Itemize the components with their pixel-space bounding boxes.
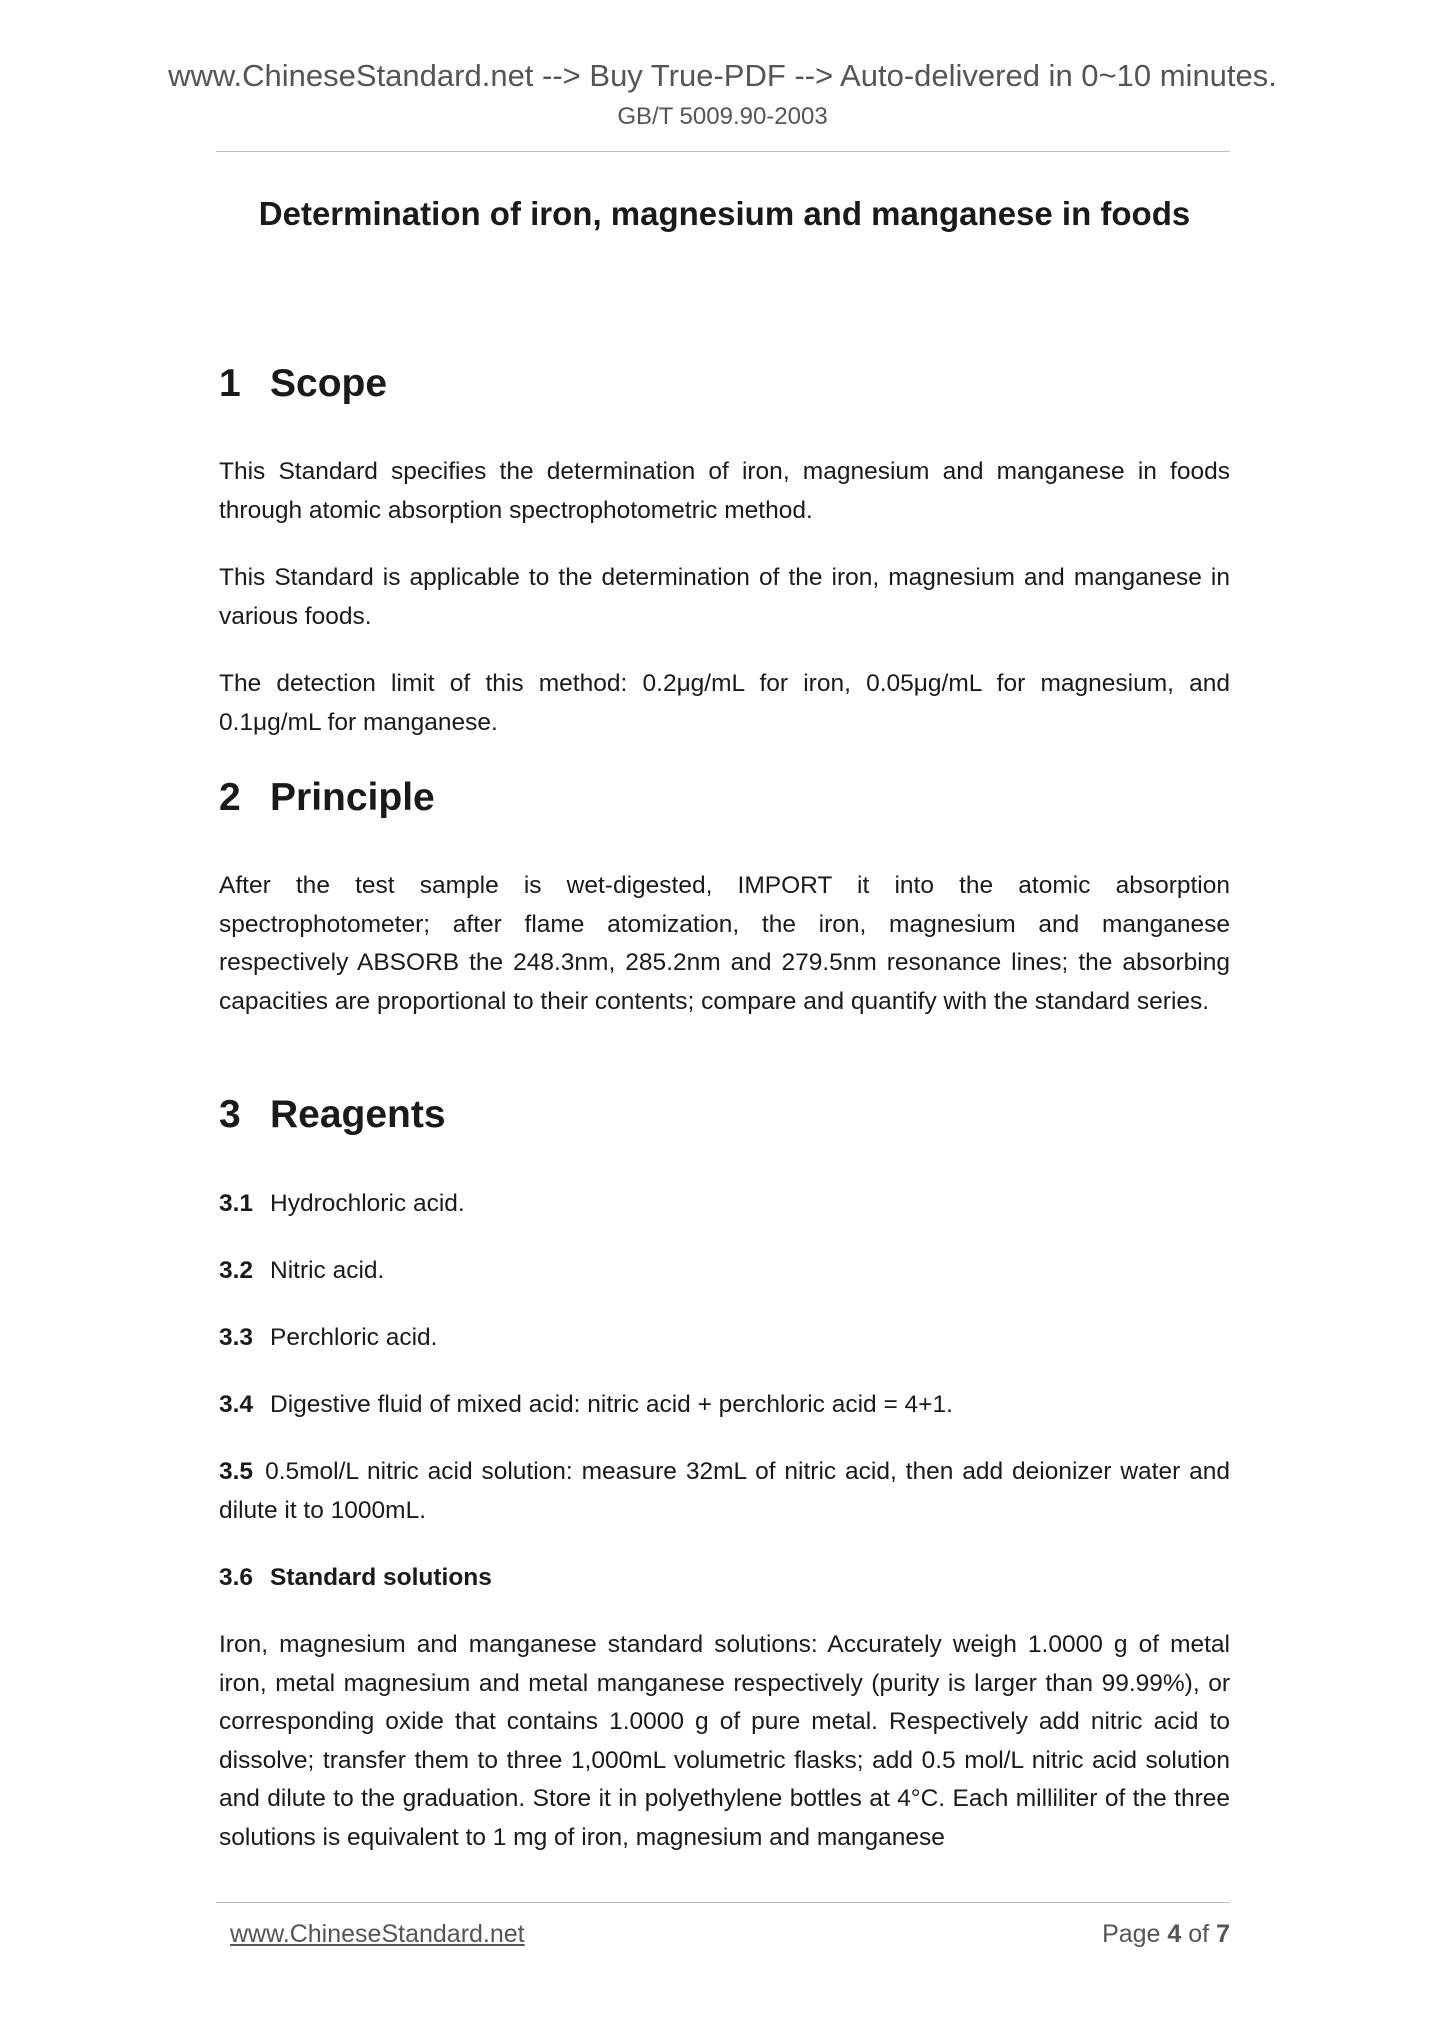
page-word: Page [1102,1920,1161,1948]
reagent-item [219,1319,1230,1358]
reagent-number: 3.4 [219,1391,254,1418]
footer-divider [216,1902,1230,1903]
reagent-text: 0.5mol/L nitric acid solution: measure 32mL of nitric acid, then add deionizer water and dilute it to 1000mL. [219,1458,1230,1524]
scope-paragraph-1: This Standard specifies the determination of iron, magnesium and manganese in foods through atomic absorption spectrophotometric method. [219,458,1230,524]
scope-paragraph-2: This Standard is applicable to the determination of the iron, magnesium and manganese in various foods. [219,564,1230,630]
section-title: Scope [270,362,388,405]
reagent-number: 3.3 [219,1324,254,1351]
header-banner: www.ChineseStandard.net --> Buy True-PDF --> Auto-delivered in 0~10 minutes. [168,58,1277,93]
page-current: 4 [1167,1920,1182,1948]
reagent-text: Hydrochloric acid. [270,1190,465,1217]
reagent-subheading-standard-solutions [219,1559,1230,1598]
reagent-item [219,1386,1230,1425]
section-title: Reagents [270,1093,446,1136]
document-title: Determination of iron, magnesium and manganese in foods [258,195,1191,232]
page-of: of [1188,1920,1210,1948]
section-heading-scope [219,362,387,406]
standard-code: GB/T 5009.90-2003 [617,103,828,130]
reagent-number: 3.1 [219,1190,254,1217]
reagent-text: Standard solutions [270,1564,492,1591]
reagent-item [219,1252,1230,1291]
reagent-number: 3.5 [219,1458,254,1485]
reagent-item [219,1185,1230,1224]
section-number: 1 [219,362,241,405]
section-number: 2 [219,776,241,819]
reagent-number: 3.2 [219,1257,254,1284]
reagent-text: Perchloric acid. [270,1324,438,1351]
standard-solutions-paragraph: Iron, magnesium and manganese standard solutions: Accurately weigh 1.0000 g of metal iron, metal magnesium and metal manganese respectively (purity is larger than 99.99%), or corresponding oxide that contains 1.0000 g of pure metal. Respectively add nitric acid to dissolve; transfer them to three 1,000mL volumetric flasks; add 0.5 mol/L nitric acid solution and dilute to the graduation. Store it in polyethylene bottles at 4°C. Each milliliter of the three solutions is equivalent to 1 mg of iron, magnesium and manganese [219,1631,1230,1851]
reagent-number: 3.6 [219,1564,254,1591]
section-heading-principle [219,776,435,820]
principle-paragraph: After the test sample is wet-digested, IMPORT it into the atomic absorption spectrophotometer; after flame atomization, the iron, magnesium and manganese respectively ABSORB the 248.3nm, 285.2nm and 279.5nm resonance lines; the absorbing capacities are proportional to their contents; compare and quantify with the standard series. [219,872,1230,1015]
section-heading-reagents [219,1093,446,1137]
page-total: 7 [1216,1920,1230,1948]
page-indicator [1102,1920,1230,1949]
header-divider [216,151,1230,152]
footer-site-link[interactable]: www.ChineseStandard.net [230,1920,525,1948]
reagent-item [219,1453,1230,1530]
scope-paragraph-3: The detection limit of this method: 0.2μg/mL for iron, 0.05μg/mL for magnesium, and 0.1μg/mL for manganese. [219,670,1230,736]
section-title: Principle [270,776,435,819]
section-number: 3 [219,1093,241,1136]
reagent-text: Nitric acid. [270,1257,385,1284]
reagent-text: Digestive fluid of mixed acid: nitric acid + perchloric acid = 4+1. [270,1391,953,1418]
